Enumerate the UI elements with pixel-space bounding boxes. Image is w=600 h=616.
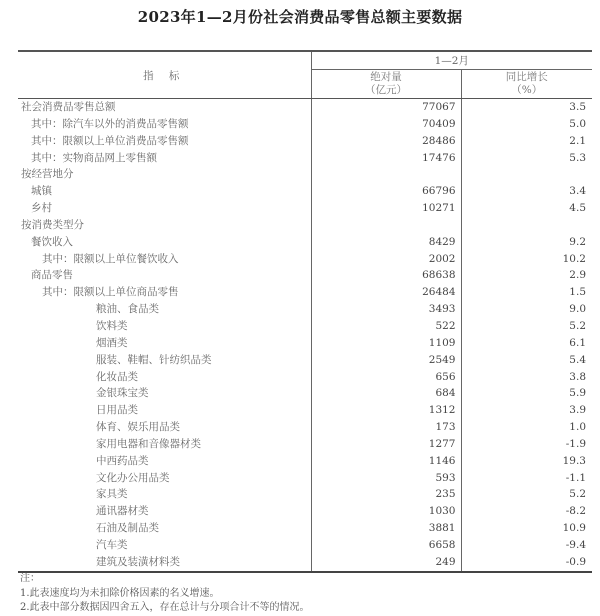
table-row	[18, 116, 592, 133]
row-indicator-name: 服装、鞋帽、针纺织品类	[96, 353, 212, 366]
row-indicator-name: 中西药品类	[96, 454, 149, 467]
table-row	[18, 369, 592, 386]
table-row	[18, 486, 592, 503]
table-row	[18, 318, 592, 335]
row-yoy-growth: -1.9	[565, 437, 586, 450]
row-absolute-value: 2002	[311, 251, 461, 268]
row-indicator-name: 其中：限额以上单位消费品零售额	[31, 134, 189, 147]
row-yoy-growth: 6.1	[569, 336, 586, 349]
table-row	[18, 436, 592, 453]
row-indicator-name: 金银珠宝类	[96, 387, 149, 400]
row-indicator-name: 按消费类型分	[21, 218, 84, 231]
row-indicator-name: 通讯器材类	[96, 505, 149, 518]
row-absolute-value	[311, 217, 461, 234]
retail-sales-table	[18, 50, 592, 573]
row-yoy-growth: 3.9	[569, 404, 586, 417]
row-absolute-value: 249	[311, 554, 461, 572]
header-period: 1—2月	[311, 51, 592, 70]
row-absolute-value: 2549	[311, 352, 461, 369]
row-absolute-value: 235	[311, 486, 461, 503]
table-row	[18, 217, 592, 234]
table-row	[18, 419, 592, 436]
notes-label: 注：	[20, 573, 40, 584]
note-item: 1.此表速度均为未扣除价格因素的名义增速。	[20, 587, 220, 599]
table-row	[18, 520, 592, 537]
row-absolute-value: 1146	[311, 453, 461, 470]
table-row	[18, 453, 592, 470]
table-row	[18, 402, 592, 419]
table-row	[18, 166, 592, 183]
row-indicator-name: 商品零售	[31, 269, 73, 282]
header-indicator: 指 标	[18, 51, 311, 99]
row-indicator-name: 饮料类	[96, 319, 128, 332]
row-yoy-growth	[461, 217, 592, 234]
row-yoy-growth: -8.2	[565, 505, 586, 518]
row-yoy-growth: 5.0	[569, 117, 586, 130]
table-row	[18, 537, 592, 554]
row-indicator-name: 家用电器和音像器材类	[96, 437, 201, 450]
row-indicator-name: 体育、娱乐用品类	[96, 421, 180, 434]
row-yoy-growth: 10.9	[562, 522, 586, 535]
row-absolute-value	[311, 166, 461, 183]
table-row	[18, 301, 592, 318]
row-yoy-growth: 5.9	[569, 387, 586, 400]
table-body	[18, 99, 592, 572]
row-absolute-value: 3881	[311, 520, 461, 537]
row-absolute-value: 173	[311, 419, 461, 436]
row-absolute-value: 77067	[311, 99, 461, 116]
row-indicator-name: 其中：限额以上单位商品零售	[42, 286, 179, 299]
row-indicator-name: 汽车类	[96, 538, 128, 551]
row-indicator-name: 文化办公用品类	[96, 471, 170, 484]
row-indicator-name: 乡村	[31, 202, 52, 215]
row-yoy-growth: -1.1	[565, 471, 586, 484]
row-indicator-name: 按经营地分	[21, 168, 74, 181]
page-title: 2023年1—2月份社会消费品零售总额主要数据	[137, 8, 463, 26]
row-yoy-growth: 10.2	[562, 252, 586, 265]
table-row	[18, 183, 592, 200]
row-indicator-name: 日用品类	[96, 404, 138, 417]
row-yoy-growth: 1.5	[569, 286, 586, 299]
row-absolute-value: 1277	[311, 436, 461, 453]
row-absolute-value: 6658	[311, 537, 461, 554]
row-absolute-value: 8429	[311, 234, 461, 251]
row-absolute-value: 1030	[311, 503, 461, 520]
row-yoy-growth: 5.2	[569, 488, 586, 501]
note-item: 2.此表中部分数据因四舍五入，存在总计与分项合计不等的情况。	[20, 602, 310, 613]
row-absolute-value: 1109	[311, 335, 461, 352]
table-row	[18, 284, 592, 301]
row-absolute-value: 68638	[311, 267, 461, 284]
row-yoy-growth: 9.0	[569, 303, 586, 316]
row-absolute-value: 28486	[311, 133, 461, 150]
row-yoy-growth: 4.5	[569, 202, 586, 215]
row-yoy-growth: 19.3	[562, 454, 586, 467]
table-row	[18, 133, 592, 150]
row-indicator-name: 建筑及装潢材料类	[18, 554, 311, 572]
row-indicator-name: 城镇	[31, 185, 52, 198]
header-yoy-label: 同比增长	[505, 71, 548, 83]
row-absolute-value: 66796	[311, 183, 461, 200]
row-indicator-name: 粮油、食品类	[96, 303, 159, 316]
header-yoy-growth	[461, 70, 592, 99]
header-absolute-value	[311, 70, 461, 99]
table-row	[18, 267, 592, 284]
table-row	[18, 470, 592, 487]
row-yoy-growth: 1.0	[569, 421, 586, 434]
row-yoy-growth: -9.4	[565, 538, 586, 551]
table-row	[18, 234, 592, 251]
row-yoy-growth: 5.4	[569, 353, 586, 366]
row-yoy-growth: 5.3	[569, 151, 586, 164]
table-row	[18, 150, 592, 167]
row-indicator-name: 餐饮收入	[31, 235, 73, 248]
table-row	[18, 385, 592, 402]
row-indicator-name: 其中：实物商品网上零售额	[31, 151, 157, 164]
row-indicator-name: 其中：限额以上单位餐饮收入	[42, 252, 179, 265]
header-absolute-unit: （亿元）	[365, 84, 407, 96]
row-yoy-growth: -0.9	[461, 554, 592, 572]
row-indicator-name: 化妆品类	[96, 370, 138, 383]
table-row	[18, 352, 592, 369]
row-indicator-name: 烟酒类	[96, 336, 128, 349]
row-absolute-value: 17476	[311, 150, 461, 167]
row-yoy-growth: 9.2	[569, 235, 586, 248]
row-yoy-growth: 3.5	[569, 101, 586, 113]
table-row	[18, 554, 592, 572]
row-absolute-value: 70409	[311, 116, 461, 133]
row-indicator-name: 其中：除汽车以外的消费品零售额	[31, 117, 189, 130]
table-row	[18, 99, 592, 116]
table-row	[18, 335, 592, 352]
row-yoy-growth: 3.8	[569, 370, 586, 383]
row-absolute-value: 3493	[311, 301, 461, 318]
row-absolute-value: 1312	[311, 402, 461, 419]
row-yoy-growth: 2.1	[569, 134, 586, 147]
table-row	[18, 503, 592, 520]
row-absolute-value: 593	[311, 470, 461, 487]
table-row	[18, 200, 592, 217]
row-absolute-value: 656	[311, 369, 461, 386]
header-absolute-label: 绝对量	[370, 71, 402, 83]
row-absolute-value: 522	[311, 318, 461, 335]
header-yoy-unit: （%）	[511, 84, 543, 96]
table-row	[18, 251, 592, 268]
notes-section	[20, 572, 310, 616]
row-yoy-growth	[461, 166, 592, 183]
row-indicator-name: 社会消费品零售总额	[21, 101, 116, 113]
row-indicator-name: 家具类	[96, 488, 128, 501]
row-indicator-name: 石油及制品类	[96, 522, 159, 535]
row-absolute-value: 10271	[311, 200, 461, 217]
row-absolute-value: 684	[311, 385, 461, 402]
row-yoy-growth: 2.9	[569, 269, 586, 282]
row-absolute-value: 26484	[311, 284, 461, 301]
row-yoy-growth: 3.4	[569, 185, 586, 198]
row-yoy-growth: 5.2	[569, 319, 586, 332]
